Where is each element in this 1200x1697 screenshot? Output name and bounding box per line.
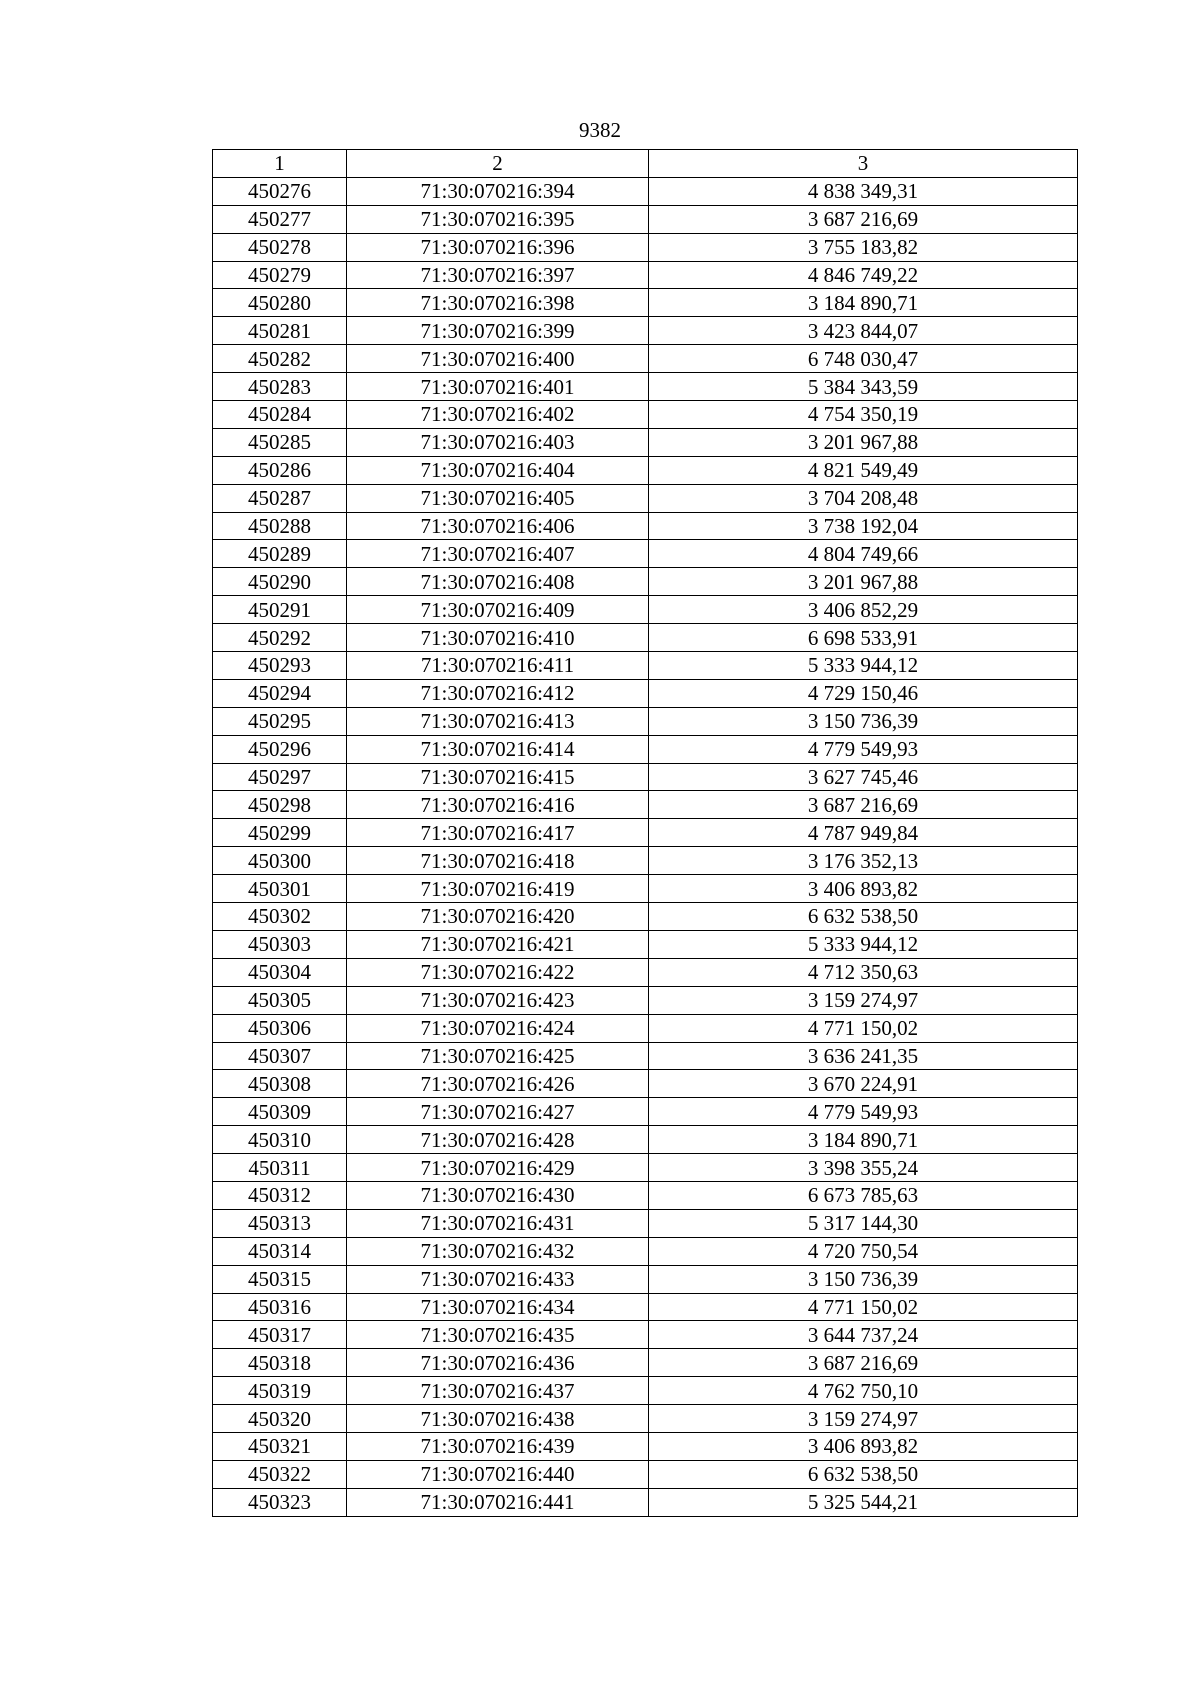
table-row [213,735,1078,763]
cadastral-number-cell: 71:30:070216:423 [347,986,649,1014]
table-row [213,373,1078,401]
value-cell: 6 632 538,50 [649,1460,1078,1488]
cadastral-number-cell: 71:30:070216:430 [347,1181,649,1209]
cadastral-number-cell: 71:30:070216:428 [347,1126,649,1154]
cadastral-number-cell: 71:30:070216:420 [347,903,649,931]
column-header: 3 [649,150,1078,178]
row-number-cell: 450310 [213,1126,347,1154]
cadastral-number-cell: 71:30:070216:410 [347,624,649,652]
row-number-cell: 450303 [213,930,347,958]
table-row [213,317,1078,345]
page-number: 9382 [579,118,621,142]
cadastral-number-cell: 71:30:070216:418 [347,847,649,875]
table-row [213,289,1078,317]
table-row [213,819,1078,847]
cadastral-number-cell: 71:30:070216:427 [347,1098,649,1126]
cadastral-number-cell: 71:30:070216:394 [347,177,649,205]
row-number-cell: 450280 [213,289,347,317]
cadastral-number-cell: 71:30:070216:440 [347,1460,649,1488]
table-row [213,484,1078,512]
row-number-cell: 450295 [213,707,347,735]
data-table [212,149,1078,1517]
row-number-cell: 450304 [213,958,347,986]
value-cell: 3 687 216,69 [649,791,1078,819]
table-row [213,233,1078,261]
value-cell: 3 687 216,69 [649,205,1078,233]
value-cell: 3 398 355,24 [649,1154,1078,1182]
row-number-cell: 450317 [213,1321,347,1349]
value-cell: 3 150 736,39 [649,707,1078,735]
table-row [213,707,1078,735]
table-row [213,1098,1078,1126]
cadastral-number-cell: 71:30:070216:398 [347,289,649,317]
row-number-cell: 450308 [213,1070,347,1098]
table-row [213,624,1078,652]
cadastral-number-cell: 71:30:070216:411 [347,652,649,680]
value-cell: 5 333 944,12 [649,652,1078,680]
value-cell: 4 787 949,84 [649,819,1078,847]
value-cell: 6 748 030,47 [649,345,1078,373]
cadastral-number-cell: 71:30:070216:435 [347,1321,649,1349]
value-cell: 4 846 749,22 [649,261,1078,289]
cadastral-number-cell: 71:30:070216:407 [347,540,649,568]
row-number-cell: 450322 [213,1460,347,1488]
table-row [213,679,1078,707]
table-row [213,1126,1078,1154]
row-number-cell: 450287 [213,484,347,512]
row-number-cell: 450319 [213,1377,347,1405]
column-header: 1 [213,150,347,178]
value-cell: 3 704 208,48 [649,484,1078,512]
cadastral-number-cell: 71:30:070216:432 [347,1237,649,1265]
row-number-cell: 450301 [213,875,347,903]
value-cell: 4 779 549,93 [649,1098,1078,1126]
cadastral-number-cell: 71:30:070216:414 [347,735,649,763]
value-cell: 4 771 150,02 [649,1014,1078,1042]
cadastral-number-cell: 71:30:070216:424 [347,1014,649,1042]
row-number-cell: 450323 [213,1488,347,1516]
table-row [213,428,1078,456]
cadastral-number-cell: 71:30:070216:439 [347,1432,649,1460]
value-cell: 4 779 549,93 [649,735,1078,763]
table-row [213,1405,1078,1433]
value-cell: 3 184 890,71 [649,1126,1078,1154]
cadastral-number-cell: 71:30:070216:405 [347,484,649,512]
table-row [213,261,1078,289]
table-row [213,540,1078,568]
cadastral-number-cell: 71:30:070216:431 [347,1209,649,1237]
cadastral-number-cell: 71:30:070216:409 [347,596,649,624]
value-cell: 3 406 893,82 [649,1432,1078,1460]
value-cell: 4 838 349,31 [649,177,1078,205]
value-cell: 5 333 944,12 [649,930,1078,958]
cadastral-number-cell: 71:30:070216:417 [347,819,649,847]
value-cell: 3 644 737,24 [649,1321,1078,1349]
cadastral-number-cell: 71:30:070216:419 [347,875,649,903]
cadastral-number-cell: 71:30:070216:402 [347,401,649,429]
row-number-cell: 450286 [213,456,347,484]
cadastral-number-cell: 71:30:070216:401 [347,373,649,401]
row-number-cell: 450284 [213,401,347,429]
row-number-cell: 450288 [213,512,347,540]
row-number-cell: 450298 [213,791,347,819]
value-cell: 3 738 192,04 [649,512,1078,540]
row-number-cell: 450292 [213,624,347,652]
value-cell: 4 754 350,19 [649,401,1078,429]
cadastral-number-cell: 71:30:070216:422 [347,958,649,986]
table-row [213,958,1078,986]
row-number-cell: 450278 [213,233,347,261]
row-number-cell: 450312 [213,1181,347,1209]
cadastral-number-cell: 71:30:070216:416 [347,791,649,819]
table-row [213,847,1078,875]
value-cell: 3 670 224,91 [649,1070,1078,1098]
table-row [213,791,1078,819]
value-cell: 4 804 749,66 [649,540,1078,568]
table-row [213,763,1078,791]
value-cell: 3 184 890,71 [649,289,1078,317]
row-number-cell: 450305 [213,986,347,1014]
value-cell: 3 627 745,46 [649,763,1078,791]
row-number-cell: 450281 [213,317,347,345]
table-row [213,596,1078,624]
value-cell: 4 821 549,49 [649,456,1078,484]
cadastral-number-cell: 71:30:070216:399 [347,317,649,345]
value-cell: 5 325 544,21 [649,1488,1078,1516]
value-cell: 4 762 750,10 [649,1377,1078,1405]
value-cell: 3 159 274,97 [649,986,1078,1014]
table-row [213,177,1078,205]
cadastral-number-cell: 71:30:070216:436 [347,1349,649,1377]
row-number-cell: 450285 [213,428,347,456]
value-cell: 3 159 274,97 [649,1405,1078,1433]
cadastral-number-cell: 71:30:070216:426 [347,1070,649,1098]
value-cell: 3 406 852,29 [649,596,1078,624]
table-row [213,1181,1078,1209]
table-header-row [213,150,1078,178]
value-cell: 3 687 216,69 [649,1349,1078,1377]
table-row [213,1265,1078,1293]
row-number-cell: 450277 [213,205,347,233]
table-row [213,903,1078,931]
value-cell: 3 423 844,07 [649,317,1078,345]
row-number-cell: 450302 [213,903,347,931]
cadastral-number-cell: 71:30:070216:406 [347,512,649,540]
value-cell: 3 150 736,39 [649,1265,1078,1293]
row-number-cell: 450314 [213,1237,347,1265]
row-number-cell: 450289 [213,540,347,568]
table-row [213,1432,1078,1460]
value-cell: 6 698 533,91 [649,624,1078,652]
row-number-cell: 450282 [213,345,347,373]
table-row [213,1321,1078,1349]
cadastral-number-cell: 71:30:070216:395 [347,205,649,233]
table-row [213,875,1078,903]
table-row [213,456,1078,484]
cadastral-number-cell: 71:30:070216:403 [347,428,649,456]
table-row [213,1377,1078,1405]
table-row [213,1014,1078,1042]
table-row [213,986,1078,1014]
cadastral-number-cell: 71:30:070216:396 [347,233,649,261]
table-row [213,1070,1078,1098]
cadastral-number-cell: 71:30:070216:433 [347,1265,649,1293]
value-cell: 6 673 785,63 [649,1181,1078,1209]
cadastral-number-cell: 71:30:070216:400 [347,345,649,373]
value-cell: 3 201 967,88 [649,428,1078,456]
cadastral-number-cell: 71:30:070216:425 [347,1042,649,1070]
value-cell: 3 406 893,82 [649,875,1078,903]
row-number-cell: 450300 [213,847,347,875]
value-cell: 3 755 183,82 [649,233,1078,261]
table-row [213,401,1078,429]
value-cell: 4 771 150,02 [649,1293,1078,1321]
cadastral-number-cell: 71:30:070216:437 [347,1377,649,1405]
row-number-cell: 450306 [213,1014,347,1042]
row-number-cell: 450297 [213,763,347,791]
cadastral-number-cell: 71:30:070216:438 [347,1405,649,1433]
cadastral-number-cell: 71:30:070216:408 [347,568,649,596]
row-number-cell: 450311 [213,1154,347,1182]
cadastral-number-cell: 71:30:070216:429 [347,1154,649,1182]
table-row [213,1154,1078,1182]
cadastral-number-cell: 71:30:070216:397 [347,261,649,289]
table-row [213,1460,1078,1488]
cadastral-number-cell: 71:30:070216:434 [347,1293,649,1321]
row-number-cell: 450318 [213,1349,347,1377]
cadastral-number-cell: 71:30:070216:441 [347,1488,649,1516]
row-number-cell: 450309 [213,1098,347,1126]
row-number-cell: 450316 [213,1293,347,1321]
table-row [213,1237,1078,1265]
table-body [213,150,1078,1517]
table-row [213,512,1078,540]
cadastral-number-cell: 71:30:070216:404 [347,456,649,484]
row-number-cell: 450320 [213,1405,347,1433]
value-cell: 6 632 538,50 [649,903,1078,931]
table-row [213,1293,1078,1321]
value-cell: 3 176 352,13 [649,847,1078,875]
cadastral-number-cell: 71:30:070216:413 [347,707,649,735]
table-row [213,345,1078,373]
table-row [213,1488,1078,1516]
cadastral-number-cell: 71:30:070216:412 [347,679,649,707]
row-number-cell: 450276 [213,177,347,205]
table-row [213,205,1078,233]
row-number-cell: 450313 [213,1209,347,1237]
row-number-cell: 450307 [213,1042,347,1070]
row-number-cell: 450279 [213,261,347,289]
value-cell: 4 720 750,54 [649,1237,1078,1265]
value-cell: 5 317 144,30 [649,1209,1078,1237]
row-number-cell: 450290 [213,568,347,596]
table-row [213,568,1078,596]
row-number-cell: 450293 [213,652,347,680]
value-cell: 4 712 350,63 [649,958,1078,986]
row-number-cell: 450299 [213,819,347,847]
row-number-cell: 450315 [213,1265,347,1293]
row-number-cell: 450296 [213,735,347,763]
column-header: 2 [347,150,649,178]
table-row [213,930,1078,958]
value-cell: 3 201 967,88 [649,568,1078,596]
value-cell: 4 729 150,46 [649,679,1078,707]
cadastral-number-cell: 71:30:070216:421 [347,930,649,958]
table-row [213,1209,1078,1237]
row-number-cell: 450321 [213,1432,347,1460]
row-number-cell: 450294 [213,679,347,707]
table-row [213,1042,1078,1070]
value-cell: 3 636 241,35 [649,1042,1078,1070]
cadastral-number-cell: 71:30:070216:415 [347,763,649,791]
table-row [213,1349,1078,1377]
row-number-cell: 450283 [213,373,347,401]
table-row [213,652,1078,680]
value-cell: 5 384 343,59 [649,373,1078,401]
row-number-cell: 450291 [213,596,347,624]
